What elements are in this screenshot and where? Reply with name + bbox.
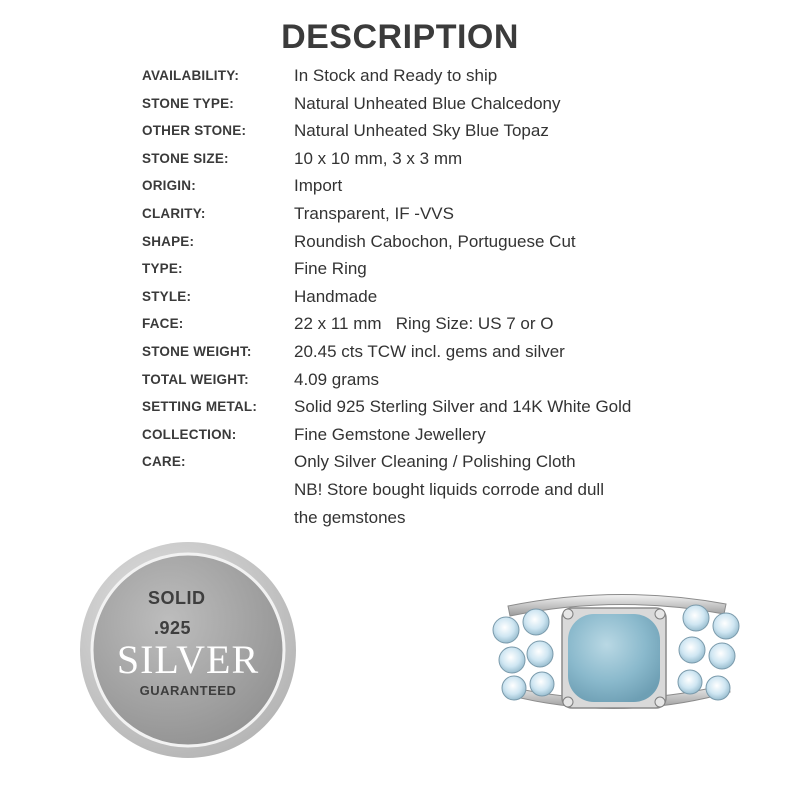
spec-value: Fine Ring: [294, 259, 367, 279]
spec-label: OTHER STONE:: [142, 123, 247, 139]
spec-value: Transparent, IF -VVS: [294, 203, 454, 223]
spec-value-group: [294, 448, 604, 531]
spec-row-total-weight: [142, 366, 762, 394]
spec-label: FACE:: [142, 316, 184, 332]
spec-value-note: the gemstones: [294, 507, 406, 527]
spec-label: COLLECTION:: [142, 426, 237, 442]
spec-label: STYLE:: [142, 288, 192, 304]
spec-value: 10 x 10 mm, 3 x 3 mm: [294, 148, 463, 168]
spec-row-shape: [142, 228, 762, 256]
badge-solid-text: SOLID: [148, 588, 206, 608]
badge-silver-text: SILVER: [116, 637, 260, 682]
spec-value: Roundish Cabochon, Portuguese Cut: [294, 231, 576, 251]
spec-value: Fine Gemstone Jewellery: [294, 424, 486, 444]
ring-product-image: [484, 584, 750, 724]
spec-row-style: [142, 283, 762, 311]
page-title: DESCRIPTION: [281, 18, 519, 56]
spec-row-face: [142, 310, 762, 338]
spec-value: In Stock and Ready to ship: [294, 66, 498, 85]
spec-value-note: NB! Store bought liquids corrode and dull: [294, 479, 604, 499]
spec-value: 22 x 11 mm Ring Size: US 7 or O: [294, 314, 554, 334]
spec-value: Natural Unheated Blue Chalcedony: [294, 93, 561, 113]
spec-label: TOTAL WEIGHT:: [142, 371, 249, 387]
ring-icon: [484, 584, 750, 724]
spec-label: STONE WEIGHT:: [142, 343, 252, 359]
spec-value: 20.45 cts TCW incl. gems and silver: [294, 341, 565, 361]
spec-label: STONE SIZE:: [142, 150, 229, 166]
spec-value: 4.09 grams: [294, 369, 380, 389]
spec-label: AVAILABILITY:: [142, 68, 240, 83]
spec-value: Import: [294, 176, 343, 196]
spec-label: ORIGIN:: [142, 178, 196, 194]
spec-value: Solid 925 Sterling Silver and 14K White Gold: [294, 397, 632, 417]
spec-label: TYPE:: [142, 261, 183, 277]
spec-row-collection: [142, 421, 762, 449]
spec-list: [142, 62, 762, 531]
spec-value: Only Silver Cleaning / Polishing Cloth: [294, 452, 576, 472]
spec-row-stone-size: [142, 145, 762, 173]
spec-row-origin: [142, 172, 762, 200]
spec-row-availability: [142, 62, 762, 90]
badge-925-text: .925: [154, 618, 192, 638]
spec-row-setting-metal: [142, 393, 762, 421]
spec-label: SETTING METAL:: [142, 399, 258, 415]
spec-row-type: [142, 255, 762, 283]
spec-row-stone-type: [142, 90, 762, 118]
spec-label: CLARITY:: [142, 205, 206, 221]
spec-row-stone-weight: [142, 338, 762, 366]
badge-guaranteed-text: GUARANTEED: [139, 683, 237, 698]
spec-label: STONE TYPE:: [142, 95, 234, 111]
spec-label: CARE:: [142, 454, 186, 470]
spec-row-care: [142, 448, 762, 531]
spec-value: Handmade: [294, 286, 378, 306]
spec-label: SHAPE:: [142, 233, 195, 249]
spec-value: Natural Unheated Sky Blue Topaz: [294, 121, 549, 141]
spec-row-other-stone: [142, 117, 762, 145]
silver-guarantee-badge: [78, 540, 298, 760]
spec-row-clarity: [142, 200, 762, 228]
